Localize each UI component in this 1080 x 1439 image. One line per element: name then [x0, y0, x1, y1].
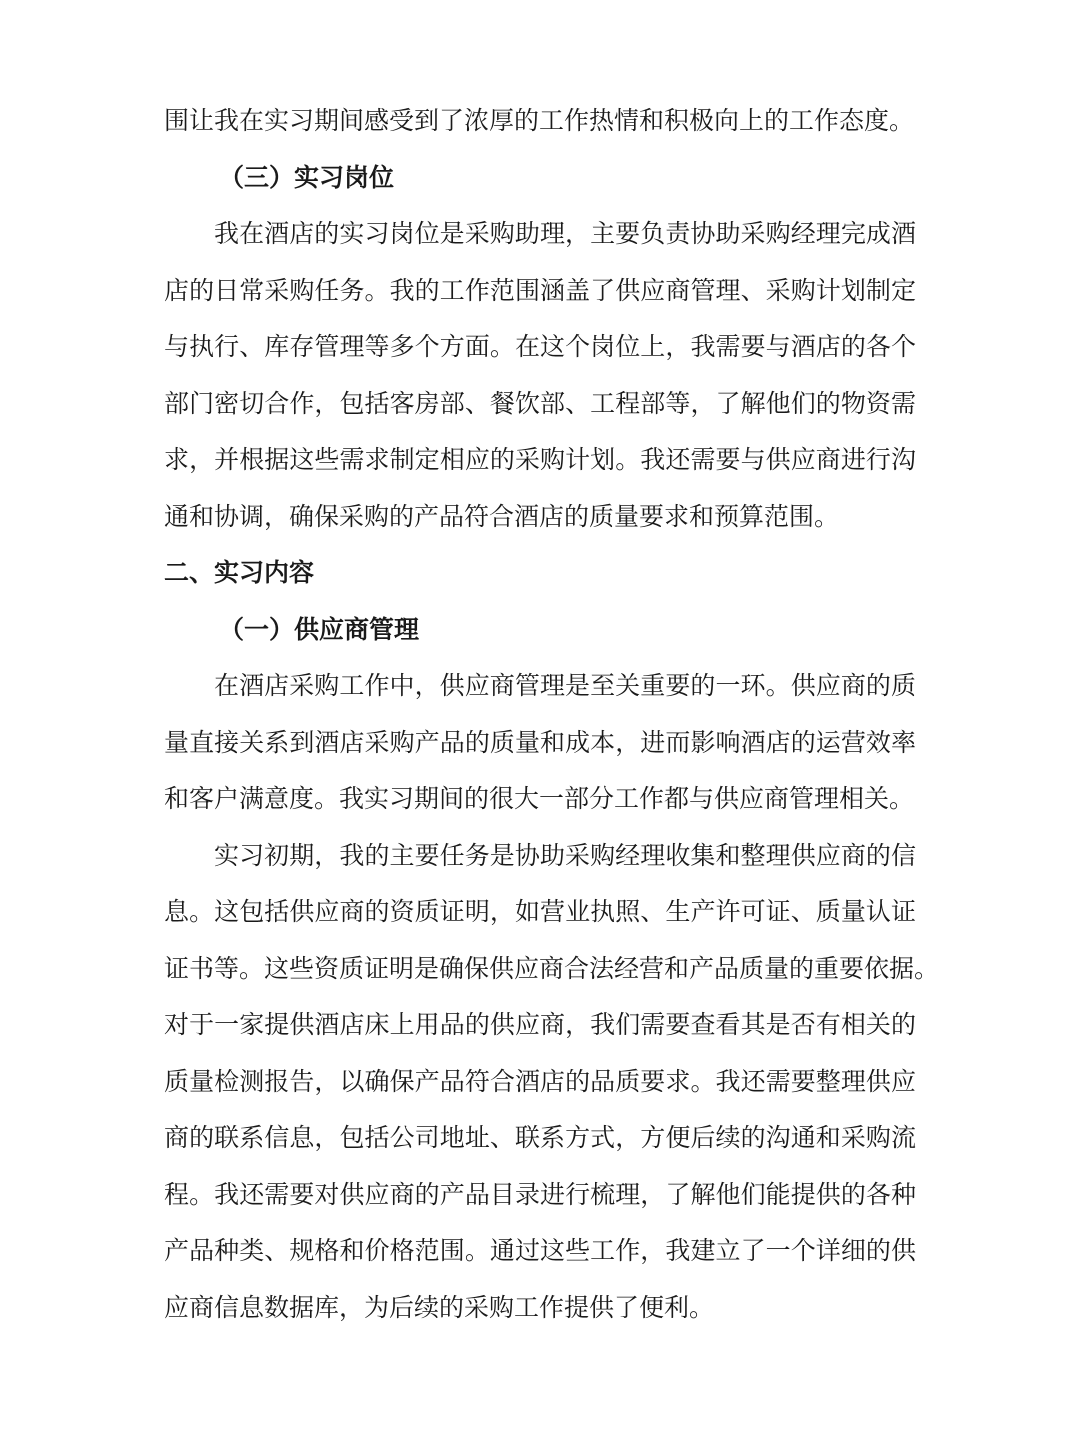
- subsection-heading: （三）实习岗位: [219, 162, 395, 192]
- text-line: 和客户满意度。我实习期间的很大一部分工作都与供应商管理相关。: [164, 784, 915, 813]
- text-line: 求，并根据这些需求制定相应的采购计划。我还需要与供应商进行沟: [164, 445, 916, 474]
- text-line: 我在酒店的实习岗位是采购助理，主要负责协助采购经理完成酒: [214, 219, 916, 248]
- text-line: 息。这包括供应商的资质证明，如营业执照、生产许可证、质量认证: [164, 897, 916, 926]
- paragraph: [164, 93, 916, 150]
- text-line: 通和协调，确保采购的产品符合酒店的质量要求和预算范围。: [164, 501, 840, 531]
- text-line: 商的联系信息，包括公司地址、联系方式，方便后续的沟通和采购流: [164, 1123, 916, 1152]
- text-line: 部门密切合作，包括客房部、餐饮部、工程部等，了解他们的物资需: [164, 388, 916, 418]
- text-line: 对于一家提供酒店床上用品的供应商，我们需要查看其是否有相关的: [164, 1010, 916, 1039]
- text-line: 量直接关系到酒店采购产品的质量和成本，进而影响酒店的运营效率: [164, 727, 916, 757]
- section-heading: 二、实习内容: [164, 558, 315, 587]
- text-line: 证书等。这些资质证明是确保供应商合法经营和产品质量的重要依据。: [164, 953, 940, 983]
- text-line: 程。我还需要对供应商的产品目录进行梳理，了解他们能提供的各种: [164, 1179, 916, 1209]
- paragraph: [164, 828, 940, 1337]
- text-line: 与执行、库存管理等多个方面。在这个岗位上，我需要与酒店的各个: [164, 332, 916, 361]
- text-line: 实习初期，我的主要任务是协助采购经理收集和整理供应商的信: [214, 840, 916, 870]
- text-line: 围让我在实习期间感受到了浓厚的工作热情和积极向上的工作态度。: [164, 106, 915, 135]
- text-line: 质量检测报告，以确保产品符合酒店的品质要求。我还需要整理供应: [164, 1066, 916, 1096]
- text-line: 店的日常采购任务。我的工作范围涵盖了供应商管理、采购计划制定: [164, 275, 916, 305]
- paragraph: [164, 658, 916, 828]
- document-body: [164, 93, 940, 1336]
- text-line: 产品种类、规格和价格范围。通过这些工作，我建立了一个详细的供: [164, 1236, 916, 1265]
- paragraph: [164, 206, 916, 545]
- text-line: 应商信息数据库，为后续的采购工作提供了便利。: [164, 1292, 715, 1322]
- subsection-heading: （一）供应商管理: [219, 614, 420, 644]
- text-line: 在酒店采购工作中，供应商管理是至关重要的一环。供应商的质: [214, 671, 916, 700]
